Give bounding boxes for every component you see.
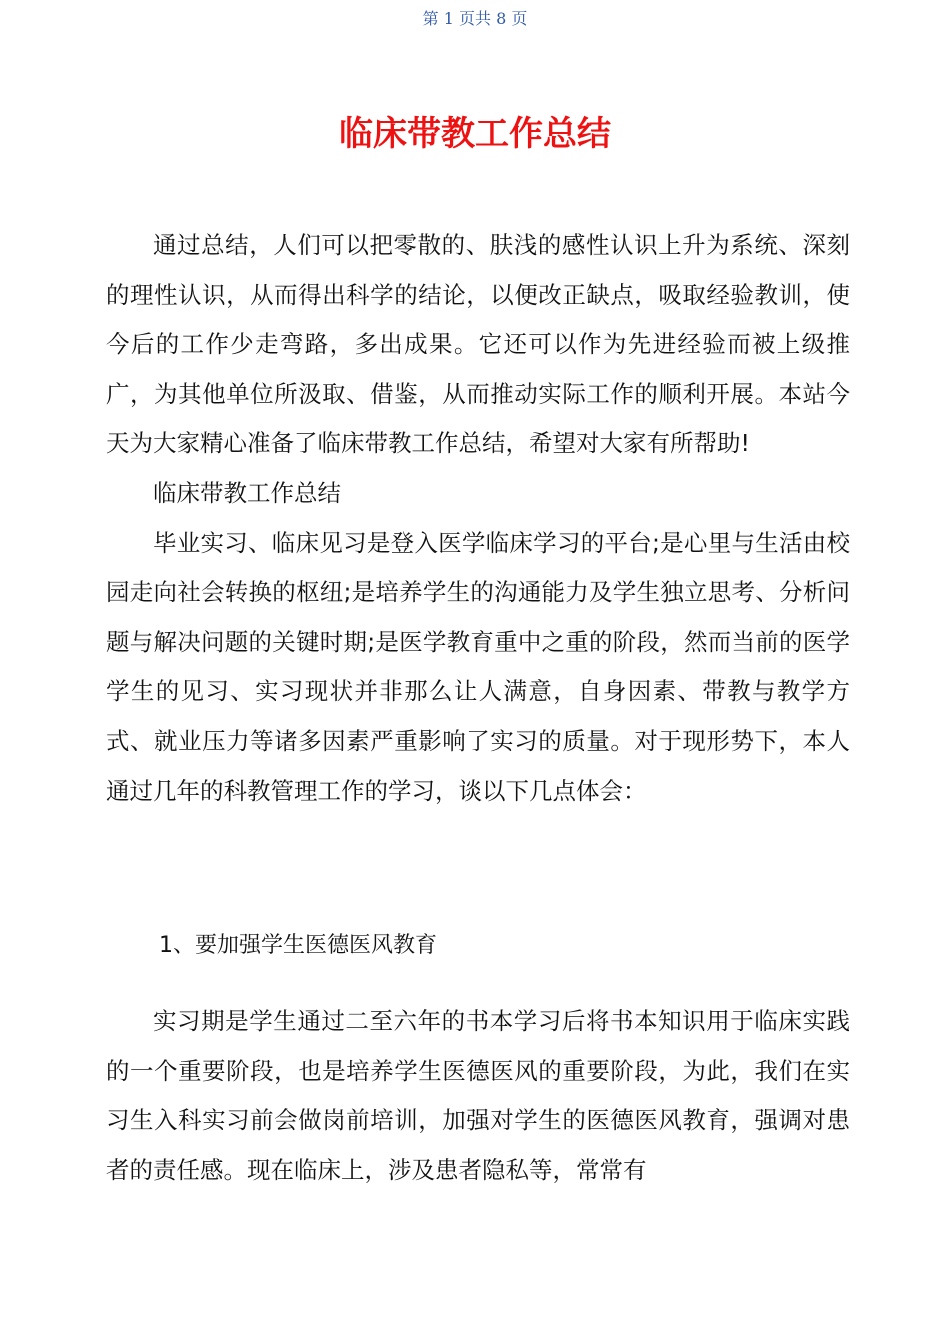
document-subtitle: 临床带教工作总结 xyxy=(153,478,341,507)
section-1-body xyxy=(106,997,850,1195)
document-title: 临床带教工作总结 xyxy=(339,114,611,154)
section-1-heading: 1、要加强学生医德医风教育 xyxy=(159,933,437,958)
body-paragraph-2: 实习期是学生通过二至六年的书本学习后将书本知识用于临床实践的一个重要阶段，也是培养学生医德医风的重要阶段，为此，我们在实习生入科实习前会做岗前培训，加强对学生的医德医风教育，强调对患者的责任感。现在临床上，涉及患者隐私等，常常有 xyxy=(106,1007,850,1184)
intro-section xyxy=(106,221,850,816)
intro-paragraph: 通过总结，人们可以把零散的、肤浅的感性认识上升为系统、深刻的理性认识，从而得出科学的结论，以便改正缺点，吸取经验教训，使今后的工作少走弯路，多出成果。它还可以作为先进经验而被上级推广，为其他单位所汲取、借鉴，从而推动实际工作的顺利开展。本站今天为大家精心准备了临床带教工作总结，希望对大家有所帮助! xyxy=(106,231,850,458)
body-paragraph-1: 毕业实习、临床见习是登入医学临床学习的平台;是心里与生活由校园走向社会转换的枢纽;是培养学生的沟通能力及学生独立思考、分析问题与解决问题的关键时期;是医学教育重中之重的阶段，然而当前的医学学生的见习、实习现状并非那么让人满意，自身因素、带教与教学方式、就业压力等诸多因素严重影响了实习的质量。对于现形势下，本人通过几年的科教管理工作的学习，谈以下几点体会： xyxy=(106,528,850,805)
page-indicator: 第 1 页共 8 页 xyxy=(422,9,528,28)
